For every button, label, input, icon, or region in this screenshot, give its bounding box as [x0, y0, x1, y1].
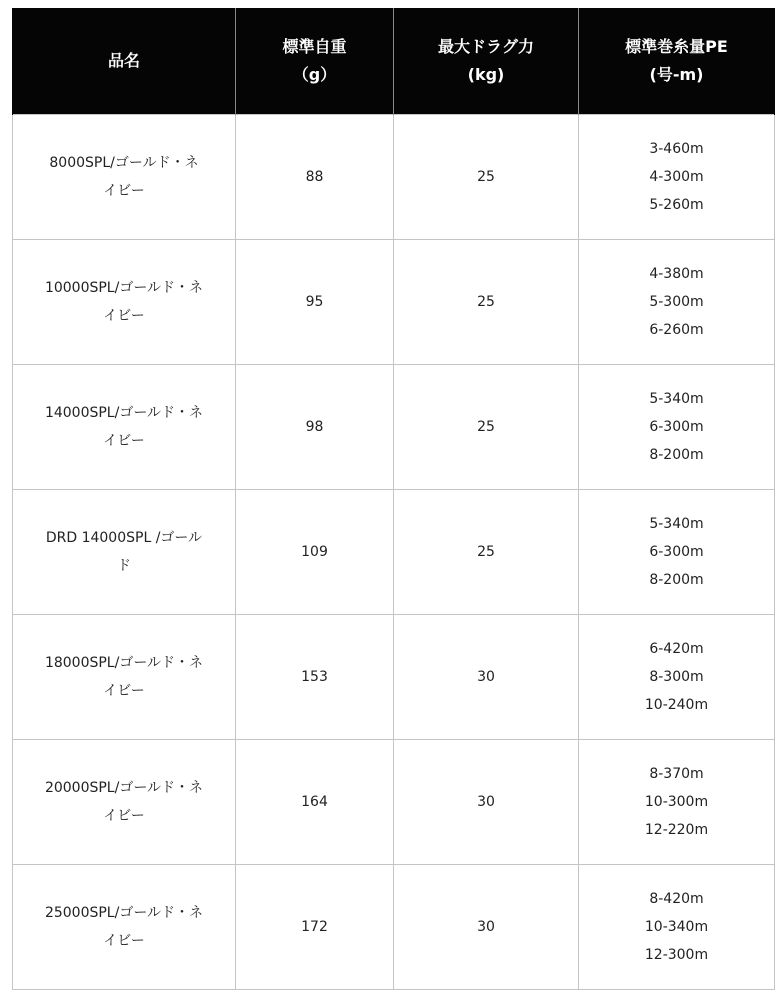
table-row	[13, 615, 775, 740]
table-row	[13, 740, 775, 865]
line-capacity-cell	[579, 365, 775, 490]
model-name-cell	[13, 615, 236, 740]
line-capacity-cell	[579, 740, 775, 865]
weight-cell: 98	[236, 365, 394, 490]
model-name-line2: イビー	[103, 808, 145, 824]
table-row	[13, 365, 775, 490]
model-name-cell	[13, 115, 236, 240]
model-name-line1: 14000SPL/ゴールド・ネ	[44, 405, 204, 421]
table-row	[13, 865, 775, 990]
model-name-line1: 18000SPL/ゴールド・ネ	[44, 655, 204, 671]
spec-table-container	[12, 8, 774, 990]
model-name-cell	[13, 865, 236, 990]
drag-cell: 30	[394, 740, 579, 865]
weight-cell: 95	[236, 240, 394, 365]
drag-cell: 25	[394, 490, 579, 615]
line-capacity-value: 5-340m	[649, 391, 704, 407]
header-weight-label: 標準自重	[282, 37, 347, 56]
model-name-line1: 25000SPL/ゴールド・ネ	[44, 905, 204, 921]
model-name-line1: 10000SPL/ゴールド・ネ	[44, 280, 204, 296]
line-capacity-value: 8-200m	[649, 447, 704, 463]
line-capacity-value: 6-260m	[649, 322, 704, 338]
table-row	[13, 490, 775, 615]
header-drag-label: 最大ドラグ力	[437, 37, 534, 56]
model-name-line1: 20000SPL/ゴールド・ネ	[44, 780, 204, 796]
table-row	[13, 115, 775, 240]
header-drag-unit: (kg)	[467, 65, 505, 84]
header-capacity-label: 標準巻糸量PE	[625, 37, 728, 56]
line-capacity-value: 4-300m	[649, 169, 704, 185]
drag-cell: 30	[394, 865, 579, 990]
header-name-label: 品名	[107, 51, 140, 70]
model-name-line2: ド	[117, 558, 131, 574]
line-capacity-value: 5-300m	[649, 294, 704, 310]
model-name-cell	[13, 365, 236, 490]
spec-table	[12, 8, 775, 990]
table-body	[13, 115, 775, 990]
table-row	[13, 240, 775, 365]
model-name-line2: イビー	[103, 308, 145, 324]
line-capacity-cell	[579, 490, 775, 615]
weight-cell: 88	[236, 115, 394, 240]
weight-cell: 109	[236, 490, 394, 615]
header-name	[13, 8, 236, 115]
line-capacity-value: 5-260m	[649, 197, 704, 213]
header-drag	[394, 8, 579, 115]
header-capacity	[579, 8, 775, 115]
line-capacity-value: 3-460m	[649, 141, 704, 157]
header-capacity-unit: (号-m)	[649, 65, 704, 84]
line-capacity-value: 6-420m	[649, 641, 704, 657]
line-capacity-value: 8-420m	[649, 891, 704, 907]
header-weight-unit: （g）	[292, 65, 337, 84]
line-capacity-value: 6-300m	[649, 419, 704, 435]
header-weight	[236, 8, 394, 115]
drag-cell: 25	[394, 365, 579, 490]
line-capacity-value: 8-200m	[649, 572, 704, 588]
line-capacity-value: 5-340m	[649, 516, 704, 532]
model-name-cell	[13, 490, 236, 615]
line-capacity-cell	[579, 615, 775, 740]
line-capacity-value: 8-300m	[649, 669, 704, 685]
drag-cell: 25	[394, 240, 579, 365]
weight-cell: 164	[236, 740, 394, 865]
model-name-line1: DRD 14000SPL /ゴール	[45, 530, 203, 546]
header-row	[13, 8, 775, 115]
model-name-cell	[13, 240, 236, 365]
weight-cell: 153	[236, 615, 394, 740]
line-capacity-value: 10-300m	[644, 794, 709, 810]
line-capacity-value: 6-300m	[649, 544, 704, 560]
table-header	[13, 8, 775, 115]
drag-cell: 30	[394, 615, 579, 740]
weight-cell: 172	[236, 865, 394, 990]
model-name-line2: イビー	[103, 933, 145, 949]
model-name-cell	[13, 740, 236, 865]
model-name-line1: 8000SPL/ゴールド・ネ	[49, 155, 199, 171]
drag-cell: 25	[394, 115, 579, 240]
model-name-line2: イビー	[103, 183, 145, 199]
model-name-line2: イビー	[103, 683, 145, 699]
line-capacity-value: 8-370m	[649, 766, 704, 782]
line-capacity-value: 4-380m	[649, 266, 704, 282]
line-capacity-cell	[579, 240, 775, 365]
line-capacity-value: 12-220m	[644, 822, 709, 838]
line-capacity-value: 10-340m	[644, 919, 709, 935]
line-capacity-value: 10-240m	[644, 697, 709, 713]
model-name-line2: イビー	[103, 433, 145, 449]
line-capacity-cell	[579, 865, 775, 990]
line-capacity-value: 12-300m	[644, 947, 709, 963]
line-capacity-cell	[579, 115, 775, 240]
